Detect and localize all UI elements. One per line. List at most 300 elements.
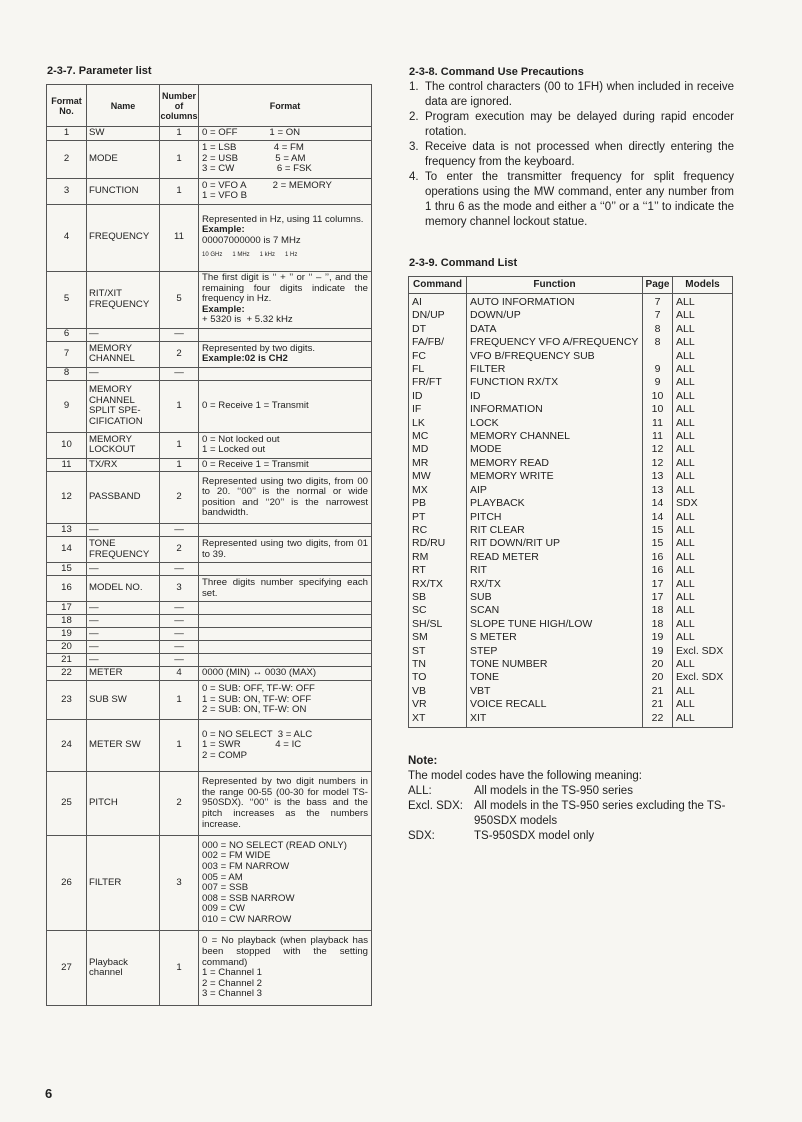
- command-list-title: 2-3-9. Command List: [409, 257, 518, 269]
- parameter-row: [47, 836, 372, 931]
- column-count: 1: [160, 681, 199, 720]
- format-line: 2 = USB 5 = AM: [202, 152, 306, 164]
- model-code: ALL: [676, 604, 695, 617]
- parameter-table-body: [47, 127, 372, 1006]
- header-format: Format: [199, 85, 372, 127]
- parameter-row: [47, 178, 372, 204]
- format-line: 0000 (MIN) ↔ 0030 (MAX): [202, 667, 317, 679]
- format-description: [199, 204, 372, 271]
- model-code: ALL: [676, 403, 695, 416]
- format-line: 2 = COMP: [202, 749, 248, 761]
- command-code: MW: [412, 470, 431, 483]
- note-entries: [408, 784, 738, 844]
- model-code: ALL: [676, 590, 695, 603]
- format-description: [199, 458, 372, 472]
- column-count: 5: [160, 271, 199, 328]
- command-code: MR: [412, 456, 429, 469]
- format-description: [199, 602, 372, 615]
- model-code: Excl. SDX: [676, 644, 724, 657]
- parameter-name: PASSBAND: [87, 472, 160, 524]
- model-code: ALL: [676, 470, 695, 483]
- function-name: FREQUENCY VFO A/FREQUENCY: [470, 336, 639, 349]
- command-code: SC: [412, 604, 427, 617]
- note-key: SDX:: [408, 830, 435, 842]
- format-line: 2 = SUB: ON, TF-W: ON: [202, 704, 307, 716]
- model-code: ALL: [676, 416, 695, 429]
- function-name: SCAN: [470, 604, 500, 617]
- command-code: MD: [412, 443, 429, 456]
- format-description: [199, 380, 372, 432]
- format-description: [199, 667, 372, 681]
- parameter-name: METER SW: [87, 720, 160, 772]
- parameter-name: —: [87, 628, 160, 641]
- format-description: [199, 341, 372, 367]
- precaution-item: [409, 110, 734, 140]
- function-name: RIT DOWN/RIT UP: [470, 537, 561, 550]
- command-code: RX/TX: [412, 577, 443, 590]
- column-count: 3: [160, 576, 199, 602]
- format-description: [199, 524, 372, 537]
- precaution-text: Receive data is not processed when directly entering the frequency from the keyboard.: [425, 141, 734, 168]
- model-code: ALL: [676, 309, 695, 322]
- format-line: 00007000000 is 7 MHz: [202, 234, 301, 246]
- command-code: TN: [412, 657, 426, 670]
- column-count: 1: [160, 380, 199, 432]
- header-function: Function: [467, 277, 643, 294]
- function-name: SUB: [470, 590, 492, 603]
- function-name: ID: [470, 389, 481, 402]
- column-count: 1: [160, 931, 199, 1006]
- note-entry: [408, 784, 738, 799]
- format-number: 15: [47, 563, 87, 576]
- page-ref: 10: [651, 389, 664, 402]
- format-number: 24: [47, 720, 87, 772]
- format-line: 1 = SWR 4 = IC: [202, 739, 302, 751]
- parameter-name: MEMORY CHANNEL SPLIT SPE-CIFICATION: [87, 380, 160, 432]
- function-name: MEMORY CHANNEL: [470, 430, 570, 443]
- page-ref: 8: [654, 322, 661, 335]
- page-ref: 17: [651, 590, 664, 603]
- parameter-row: [47, 772, 372, 836]
- model-code: ALL: [676, 430, 695, 443]
- format-number: 9: [47, 380, 87, 432]
- parameter-name: FILTER: [87, 836, 160, 931]
- format-number: 25: [47, 772, 87, 836]
- function-name: MEMORY WRITE: [470, 470, 554, 483]
- command-code: AI: [412, 296, 422, 308]
- command-code: FA/FB/: [412, 336, 445, 349]
- page-ref: 15: [651, 537, 664, 550]
- note-intro: The model codes have the following meaning:: [408, 770, 642, 782]
- format-number: 19: [47, 628, 87, 641]
- parameter-name: MEMORY CHANNEL: [87, 341, 160, 367]
- format-number: 13: [47, 524, 87, 537]
- parameter-row: [47, 472, 372, 524]
- format-line: Represented in Hz, using 11 columns.: [202, 213, 364, 225]
- format-number: 27: [47, 931, 87, 1006]
- header-models: Models: [673, 277, 733, 294]
- command-code: SM: [412, 631, 428, 644]
- command-code: DT: [412, 322, 426, 335]
- parameter-name: SUB SW: [87, 681, 160, 720]
- column-count: 2: [160, 537, 199, 563]
- model-code: ALL: [676, 363, 695, 376]
- column-count: 3: [160, 836, 199, 931]
- page-ref: 12: [651, 456, 664, 469]
- parameter-row: [47, 328, 372, 341]
- model-code: ALL: [676, 684, 695, 697]
- page-ref: 14: [651, 497, 664, 510]
- format-number: 16: [47, 576, 87, 602]
- column-count: —: [160, 602, 199, 615]
- format-number: 3: [47, 178, 87, 204]
- format-line: 000 = NO SELECT (READ ONLY): [202, 839, 347, 851]
- function-name: VBT: [470, 684, 491, 697]
- function-name: VFO B/FREQUENCY SUB: [470, 349, 595, 362]
- parameter-name: RIT/XIT FREQUENCY: [87, 271, 160, 328]
- model-code: ALL: [676, 483, 695, 496]
- format-line: 007 = SSB: [202, 882, 249, 894]
- format-line: 10 GHz 1 MHz 1 kHz 1 Hz: [202, 252, 298, 259]
- command-code: SB: [412, 590, 427, 603]
- function-name: READ METER: [470, 550, 539, 563]
- command-code: ID: [412, 389, 423, 402]
- function-name: LOCK: [470, 416, 499, 429]
- page-ref: [643, 350, 672, 363]
- format-number: 8: [47, 367, 87, 380]
- model-code: ALL: [676, 698, 695, 711]
- column-count: 1: [160, 140, 199, 178]
- format-description: [199, 628, 372, 641]
- format-number: 1: [47, 127, 87, 141]
- column-count: 1: [160, 432, 199, 458]
- format-description: [199, 472, 372, 524]
- format-number: 6: [47, 328, 87, 341]
- parameter-row: [47, 576, 372, 602]
- page-ref: 13: [651, 470, 664, 483]
- format-number: 11: [47, 458, 87, 472]
- command-code: ST: [412, 644, 426, 657]
- page-ref: 19: [651, 644, 664, 657]
- format-description: [199, 140, 372, 178]
- model-code: ALL: [676, 564, 695, 577]
- parameter-name: MODE: [87, 140, 160, 178]
- page-ref: 11: [652, 430, 663, 443]
- format-number: 18: [47, 615, 87, 628]
- format-number: 14: [47, 537, 87, 563]
- page-ref: 20: [651, 657, 664, 670]
- parameter-name: SW: [87, 127, 160, 141]
- column-count: 11: [160, 204, 199, 271]
- column-count: —: [160, 628, 199, 641]
- model-code: ALL: [676, 523, 695, 536]
- parameter-name: —: [87, 367, 160, 380]
- command-table: [408, 276, 733, 728]
- command-code: PB: [412, 497, 427, 510]
- page-ref: 9: [654, 376, 661, 389]
- parameter-row: [47, 367, 372, 380]
- column-count: 2: [160, 472, 199, 524]
- command-code: VB: [412, 684, 427, 697]
- precaution-item: [409, 170, 734, 230]
- column-count: 1: [160, 127, 199, 141]
- format-description: [199, 367, 372, 380]
- parameter-row: [47, 140, 372, 178]
- parameter-row: [47, 681, 372, 720]
- function-name: TONE: [470, 671, 499, 684]
- column-count: 4: [160, 667, 199, 681]
- page-column: [643, 294, 673, 728]
- function-name: DOWN/UP: [470, 309, 521, 322]
- page-ref: 7: [654, 309, 661, 322]
- parameter-name: METER: [87, 667, 160, 681]
- parameter-name: FREQUENCY: [87, 204, 160, 271]
- format-line: 0 = Not locked out: [202, 433, 280, 445]
- precaution-text: The control characters (00 to 1FH) when included in receive data are ignored.: [425, 81, 734, 108]
- format-description: [199, 563, 372, 576]
- page-ref: 10: [651, 403, 664, 416]
- parameter-row: [47, 271, 372, 328]
- parameter-list-title: 2-3-7. Parameter list: [47, 65, 152, 77]
- format-description: [199, 931, 372, 1006]
- format-description: [199, 432, 372, 458]
- parameter-row: [47, 524, 372, 537]
- function-name: AIP: [470, 483, 487, 496]
- page-ref: 12: [651, 443, 664, 456]
- parameter-row: [47, 537, 372, 563]
- note-entry: [408, 799, 738, 829]
- page-ref: 21: [651, 698, 664, 711]
- format-line: Represented using two digits, from 01 to 39.: [202, 538, 368, 560]
- precaution-number: 3.: [409, 141, 419, 153]
- page-ref: 15: [651, 523, 664, 536]
- page-ref: 16: [651, 550, 664, 563]
- parameter-row: [47, 204, 372, 271]
- format-line: 0 = NO SELECT 3 = ALC: [202, 728, 313, 740]
- function-name: INFORMATION: [470, 403, 543, 416]
- format-description: [199, 271, 372, 328]
- column-count: —: [160, 524, 199, 537]
- page-ref: 13: [651, 483, 664, 496]
- format-line: Represented by two digit numbers in the range 00-55 (00-30 for model TS-950SDX). ‘‘00’’ is the bass and the pitch increases as the numbers increase.: [202, 776, 368, 830]
- format-number: 17: [47, 602, 87, 615]
- parameter-row: [47, 615, 372, 628]
- format-line: 005 = AM: [202, 871, 243, 883]
- format-line: Represented using two digits, from 00 to 20. ‘‘00’’ is the normal or wide position and ‘‘20’’ is the narrowest bandwidth.: [202, 475, 368, 519]
- format-description: [199, 537, 372, 563]
- parameter-row: [47, 341, 372, 367]
- page-number: 6: [45, 1086, 53, 1101]
- parameter-name: PITCH: [87, 772, 160, 836]
- format-line: 003 = FM NARROW: [202, 861, 290, 872]
- model-code: ALL: [676, 296, 695, 308]
- precaution-text: Program execution may be delayed during rapid encoder rotation.: [425, 111, 734, 138]
- model-code: ALL: [676, 657, 695, 670]
- parameter-name: —: [87, 654, 160, 667]
- note-heading: Note:: [408, 755, 438, 767]
- format-line: + 5320 is + 5.32 kHz: [202, 314, 293, 326]
- model-code: ALL: [676, 631, 695, 644]
- page-ref: 8: [654, 336, 661, 349]
- column-count: —: [160, 563, 199, 576]
- page-ref: 22: [651, 711, 664, 724]
- note-key: Excl. SDX:: [408, 800, 463, 812]
- format-description: [199, 178, 372, 204]
- format-line: 0 = VFO A 2 = MEMORY: [202, 179, 332, 191]
- parameter-name: TONE FREQUENCY: [87, 537, 160, 563]
- column-count: 1: [160, 720, 199, 772]
- page-ref: 17: [651, 577, 664, 590]
- command-code: SH/SL: [412, 617, 443, 630]
- format-number: 26: [47, 836, 87, 931]
- format-line: Represented by two digits.: [202, 342, 316, 354]
- format-description: [199, 772, 372, 836]
- note-block: [408, 754, 738, 844]
- command-code: PT: [412, 510, 426, 523]
- page-ref: 16: [651, 564, 664, 577]
- function-name: S METER: [470, 631, 517, 644]
- command-code: FR/FT: [412, 376, 442, 389]
- format-description: [199, 127, 372, 141]
- format-line: Example:02 is CH2: [202, 353, 288, 365]
- model-code: ALL: [676, 376, 695, 389]
- model-code: ALL: [676, 443, 695, 456]
- parameter-row: [47, 931, 372, 1006]
- model-code: ALL: [676, 577, 695, 590]
- page-ref: 21: [651, 684, 664, 697]
- function-column: [467, 294, 643, 728]
- command-use-title: 2-3-8. Command Use Precautions: [409, 66, 584, 78]
- model-code: ALL: [676, 349, 695, 362]
- format-number: 22: [47, 667, 87, 681]
- command-code: LK: [412, 416, 425, 429]
- format-line: 1 = VFO B: [202, 190, 248, 202]
- model-code: ALL: [676, 537, 695, 550]
- format-number: 5: [47, 271, 87, 328]
- function-name: STEP: [470, 644, 498, 657]
- format-line: The first digit is ‘‘ + ’’ or ‘‘ – ’’, and the remaining four digits indicate the frequency in Hz.: [202, 272, 368, 305]
- format-description: [199, 720, 372, 772]
- model-code: SDX: [676, 497, 698, 510]
- model-code: ALL: [676, 336, 695, 349]
- format-line: 0 = Receive 1 = Transmit: [202, 458, 309, 470]
- parameter-name: FUNCTION: [87, 178, 160, 204]
- column-count: —: [160, 328, 199, 341]
- parameter-row: [47, 458, 372, 472]
- format-line: 1 = LSB 4 = FM: [202, 142, 304, 154]
- function-name: PLAYBACK: [470, 497, 525, 510]
- header-page: Page: [643, 277, 673, 294]
- function-name: RX/TX: [470, 577, 501, 590]
- function-name: MODE: [470, 443, 502, 456]
- column-count: —: [160, 367, 199, 380]
- function-name: FUNCTION RX/TX: [470, 376, 559, 389]
- model-code: ALL: [676, 550, 695, 563]
- format-line: 010 = CW NARROW: [202, 913, 292, 925]
- parameter-row: [47, 563, 372, 576]
- column-count: 1: [160, 458, 199, 472]
- page-ref: 20: [651, 671, 664, 684]
- model-code: ALL: [676, 510, 695, 523]
- parameter-name: MEMORY LOCKOUT: [87, 432, 160, 458]
- format-line: 1 = SUB: ON, TF-W: OFF: [202, 693, 312, 705]
- function-name: XIT: [470, 711, 487, 724]
- header-columns: Number of columns: [160, 85, 199, 127]
- function-name: TONE NUMBER: [470, 657, 548, 670]
- page-ref: 9: [654, 363, 661, 376]
- format-number: 4: [47, 204, 87, 271]
- function-name: MEMORY READ: [470, 456, 549, 469]
- parameter-name: —: [87, 328, 160, 341]
- command-code: RD/RU: [412, 537, 446, 550]
- format-line: 1 = Locked out: [202, 444, 266, 456]
- parameter-row: [47, 127, 372, 141]
- parameter-name: —: [87, 524, 160, 537]
- format-line: 3 = Channel 3: [202, 988, 263, 1000]
- parameter-row: [47, 628, 372, 641]
- model-code: ALL: [676, 456, 695, 469]
- format-description: [199, 576, 372, 602]
- format-line: 0 = Receive 1 = Transmit: [202, 399, 309, 411]
- format-line: Example:: [202, 224, 245, 236]
- parameter-name: —: [87, 602, 160, 615]
- format-line: 0 = OFF 1 = ON: [202, 127, 301, 138]
- precaution-item: [409, 140, 734, 170]
- command-code: IF: [412, 403, 422, 416]
- page-ref: 18: [651, 617, 664, 630]
- format-description: [199, 615, 372, 628]
- function-name: VOICE RECALL: [470, 698, 547, 711]
- header-command: Command: [409, 277, 467, 294]
- command-table-columns: [409, 294, 733, 728]
- model-code: ALL: [676, 322, 695, 335]
- note-value: TS-950SDX model only: [474, 830, 595, 842]
- format-description: [199, 681, 372, 720]
- format-number: 12: [47, 472, 87, 524]
- command-code: VR: [412, 698, 427, 711]
- parameter-name: —: [87, 563, 160, 576]
- parameter-name: Playback channel: [87, 931, 160, 1006]
- function-name: FILTER: [470, 363, 506, 376]
- parameter-row: [47, 432, 372, 458]
- format-line: 2 = Channel 2: [202, 977, 263, 989]
- function-name: SLOPE TUNE HIGH/LOW: [470, 617, 593, 630]
- column-count: —: [160, 641, 199, 654]
- command-code: XT: [412, 711, 426, 724]
- parameter-row: [47, 380, 372, 432]
- page-ref: 11: [652, 416, 663, 429]
- format-line: Example:: [202, 303, 245, 315]
- format-number: 21: [47, 654, 87, 667]
- format-line: 0 = SUB: OFF, TF-W: OFF: [202, 683, 315, 695]
- command-code: FC: [412, 349, 426, 362]
- precaution-number: 4.: [409, 171, 419, 183]
- page-ref: 7: [654, 296, 661, 308]
- model-code: ALL: [676, 711, 695, 724]
- model-code: Excl. SDX: [676, 671, 724, 684]
- note-value: All models in the TS-950 series excluding the TS-950SDX models: [474, 800, 726, 827]
- precaution-number: 1.: [409, 81, 419, 93]
- parameter-row: [47, 641, 372, 654]
- format-number: 7: [47, 341, 87, 367]
- function-name: PITCH: [470, 510, 502, 523]
- format-line: 002 = FM WIDE: [202, 850, 271, 862]
- parameter-row: [47, 602, 372, 615]
- format-number: 20: [47, 641, 87, 654]
- function-name: RIT: [470, 564, 487, 577]
- header-format-no: Format No.: [47, 85, 87, 127]
- column-count: 2: [160, 341, 199, 367]
